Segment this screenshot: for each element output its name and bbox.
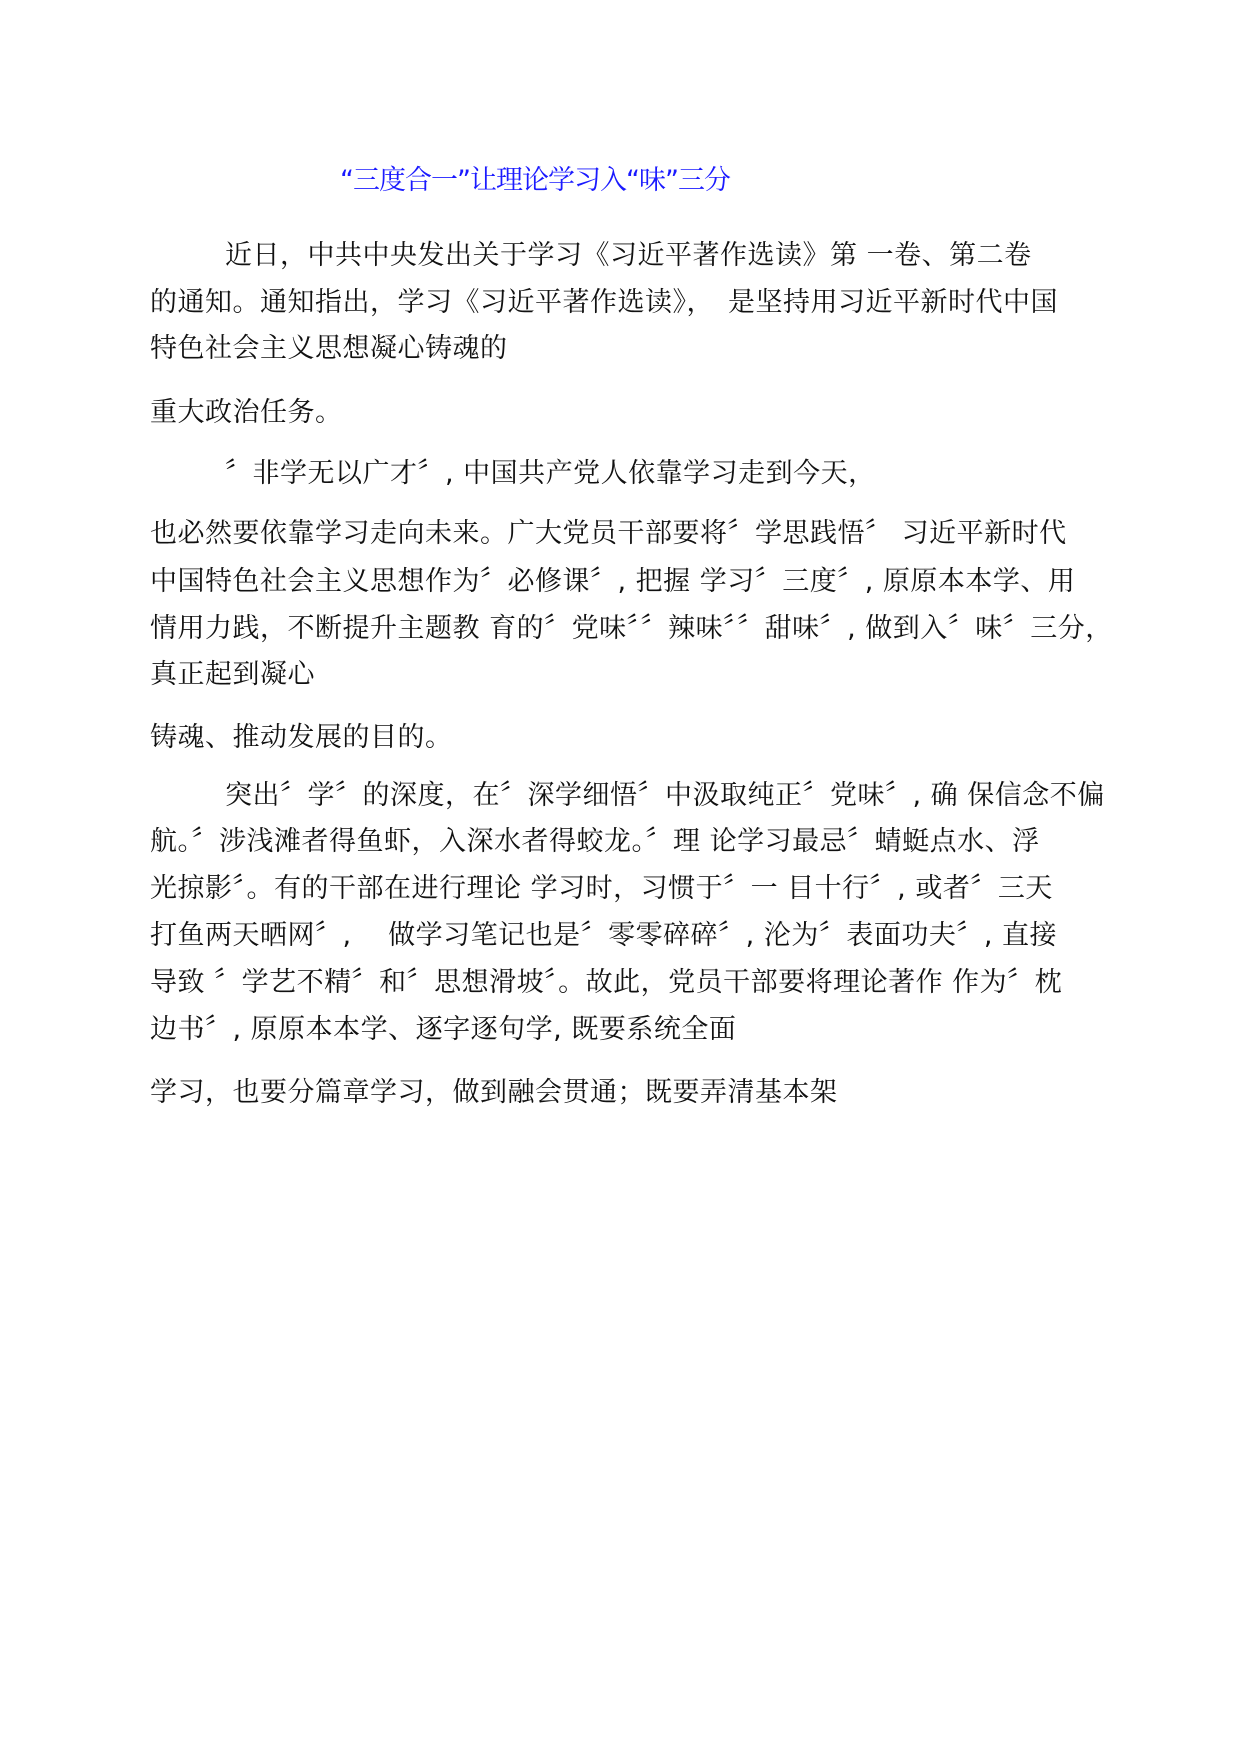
document-title: “三度合一”让理论学习入“味”三分: [340, 165, 730, 196]
paragraph-line: 也必然要依靠学习走向未来。广大党员干部要将〞学思践悟〞 习近平新时代: [150, 518, 1067, 549]
paragraph-line: 光掠影〞。有的干部在进行理论 学习时，习惯于〞一 目十行〞, 或者〞三天: [150, 873, 1053, 904]
paragraph-line: 近日，中共中央发出关于学习《习近平著作选读》第 一卷、第二卷: [225, 240, 1032, 271]
paragraph-line: 中国特色社会主义思想作为〞必修课〞, 把握 学习〞三度〞, 原原本本学、用: [150, 566, 1076, 597]
paragraph-line: 真正起到凝心: [150, 659, 315, 690]
paragraph-line: 重大政治任务。: [150, 397, 343, 428]
paragraph-line: 的通知。通知指出，学习《习近平著作选读》， 是坚持用习近平新时代中国: [150, 287, 1058, 318]
paragraph-line: 突出〞学〞的深度，在〞深学细悟〞中汲取纯正〞党味〞, 确 保信念不偏: [225, 780, 1105, 811]
paragraph-line: 航。〞涉浅滩者得鱼虾，入深水者得蛟龙。〞理 论学习最忌〞蜻蜓点水、浮: [150, 826, 1040, 857]
paragraph-line: 边书〞, 原原本本学、逐字逐句学, 既要系统全面: [150, 1014, 737, 1045]
paragraph-line: 情用力践，不断提升主题教 育的〞党味〞〞辣味〞〞甜味〞, 做到入〞味〞三分，: [150, 613, 1113, 644]
paragraph-line: 铸魂、推动发展的目的。: [150, 722, 453, 753]
paragraph-line: 特色社会主义思想凝心铸魂的: [150, 333, 508, 364]
paragraph-line: 学习，也要分篇章学习，做到融会贯通；既要弄清基本架: [150, 1077, 838, 1108]
paragraph-line: 导致 〞学艺不精〞和〞思想滑坡〞。故此，党员干部要将理论著作 作为〞枕: [150, 967, 1063, 998]
paragraph-line: 打鱼两天晒网〞, 做学习笔记也是〞零零碎碎〞, 沦为〞表面功夫〞, 直接: [150, 920, 1057, 951]
paragraph-line: 〞非学无以广才〞, 中国共产党人依靠学习走到今天，: [225, 458, 876, 489]
